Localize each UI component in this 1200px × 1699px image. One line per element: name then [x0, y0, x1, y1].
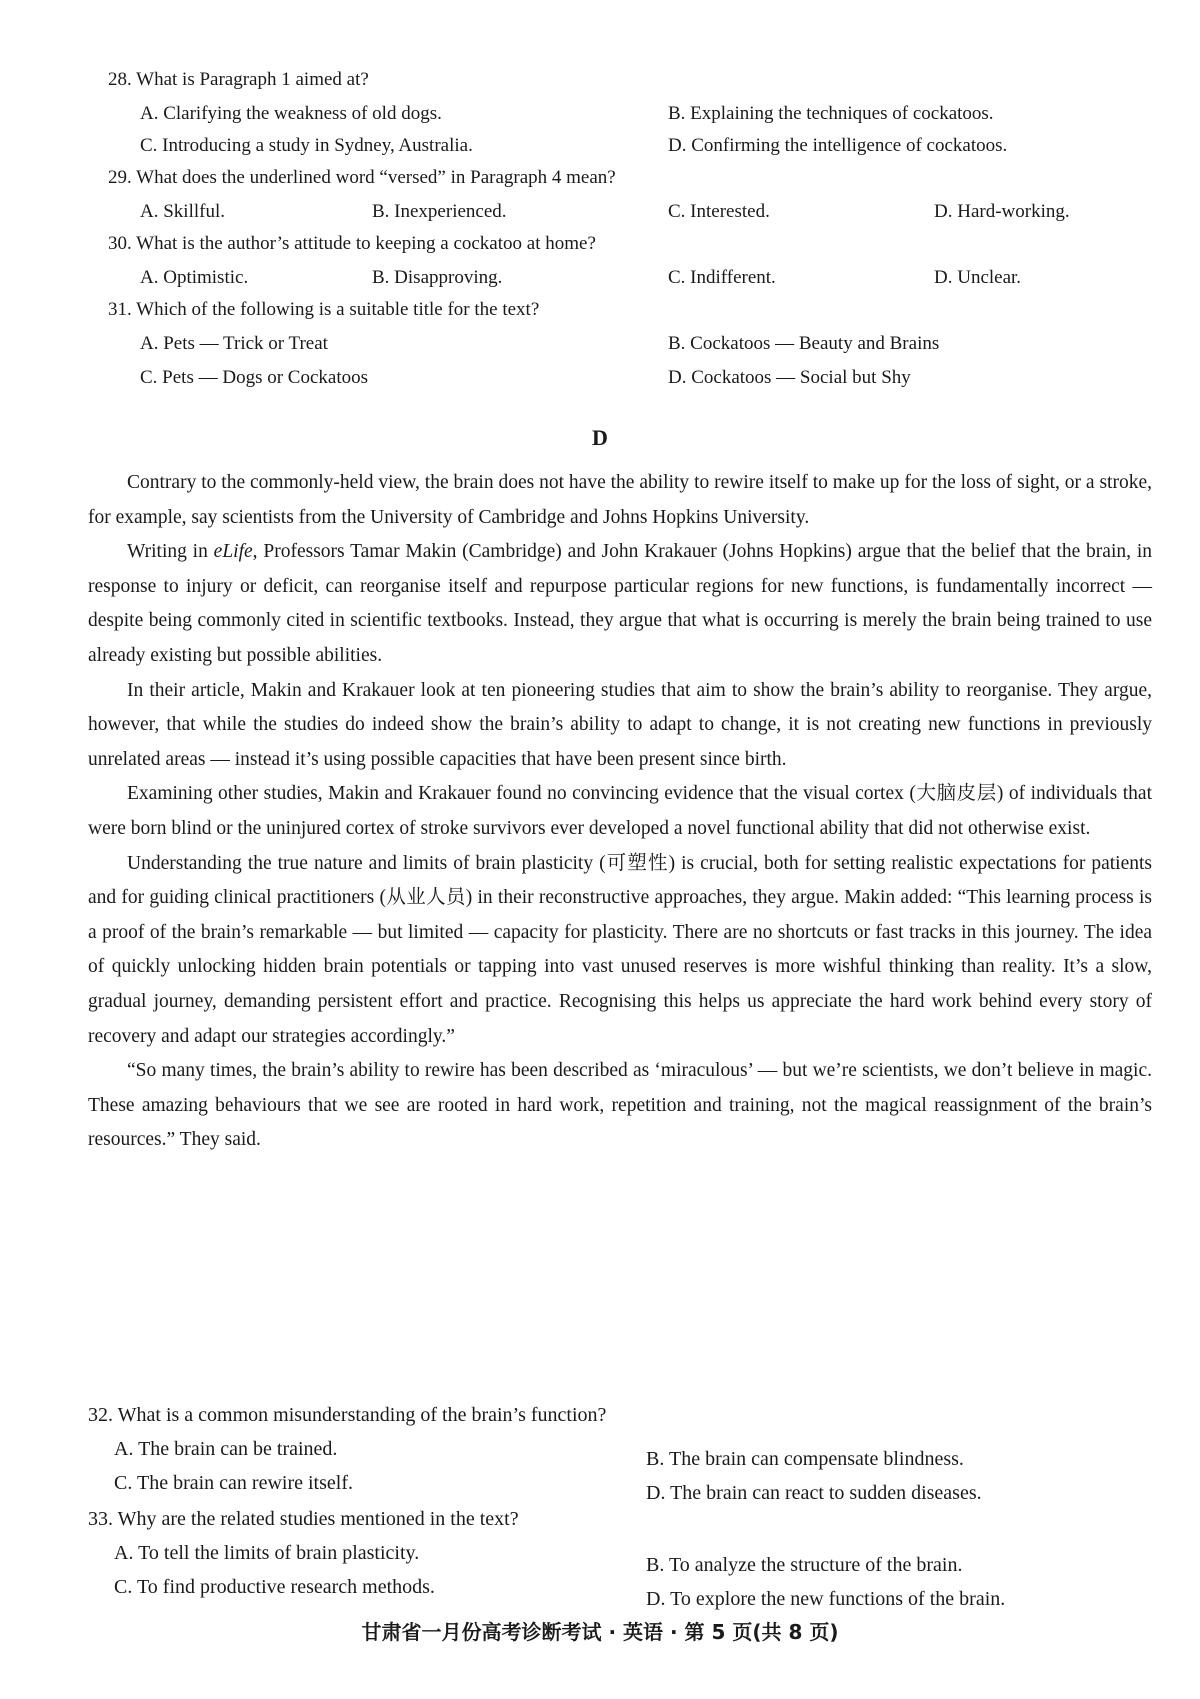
journal-name: eLife: [213, 541, 253, 563]
question-33-option-a: A. To tell the limits of brain plasticity.: [114, 1542, 420, 1564]
question-33-stem: 33. Why are the related studies mentioned in the text?: [88, 1508, 519, 1530]
question-30-option-a: A. Optimistic.: [140, 267, 249, 288]
section-title: D: [592, 425, 608, 450]
question-31-stem: 31. Which of the following is a suitable title for the text?: [108, 299, 540, 320]
question-29-option-d: D. Hard-working.: [934, 201, 1070, 222]
passage-paragraph-2-lead: Writing in: [127, 541, 214, 563]
passage-paragraph-1: Contrary to the commonly-held view, the brain does not have the ability to rewire itself to make up for the loss of sight, or a stroke, for example, say scientists from the University of Cambridge and Johns Hopkins University.: [88, 472, 1152, 528]
question-29-stem: 29. What does the underlined word “versed” in Paragraph 4 mean?: [108, 167, 616, 188]
question-32-option-c: C. The brain can rewire itself.: [114, 1472, 353, 1494]
question-30-option-d: D. Unclear.: [934, 267, 1022, 288]
question-31-option-a: A. Pets — Trick or Treat: [140, 333, 328, 354]
question-29-option-c: C. Interested.: [668, 201, 770, 222]
question-29-option-a: A. Skillful.: [140, 201, 225, 222]
passage-paragraph-3: In their article, Makin and Krakauer look at ten pioneering studies that aim to show the brain’s ability to reorganise. They argue, however, that while the studies do indeed show the brain’s ability to adapt to change, it is not creating new functions in previously unrelated areas — instead it’s using possible capacities that have been present since birth.: [88, 679, 1152, 770]
question-33-option-b: B. To analyze the structure of the brain.: [646, 1554, 963, 1576]
passage-paragraph-4: Examining other studies, Makin and Krakauer found no convincing evidence that the visual cortex (大脑皮层) of individuals that were born blind or the uninjured cortex of stroke survivors ever developed a novel functional ability that did not otherwise exist.: [88, 783, 1152, 839]
question-31-option-c: C. Pets — Dogs or Cockatoos: [140, 367, 368, 388]
question-28-option-c: C. Introducing a study in Sydney, Australia.: [140, 135, 473, 156]
passage-paragraph-2-body: , Professors Tamar Makin (Cambridge) and John Krakauer (Johns Hopkins) argue that the belief that the brain, in response to injury or deficit, can reorganise itself and repurpose particular regions for new functions, is fundamentally incorrect — despite being commonly cited in scientific textbooks. Instead, they argue that what is occurring is merely the brain being trained to use already existing but possible abilities.: [88, 541, 1152, 666]
question-31-option-b: B. Cockatoos — Beauty and Brains: [668, 333, 940, 354]
question-32-option-a: A. The brain can be trained.: [114, 1438, 338, 1460]
question-32-stem: 32. What is a common misunderstanding of the brain’s function?: [88, 1404, 607, 1426]
question-28-option-b: B. Explaining the techniques of cockatoos.: [668, 103, 994, 124]
question-31-option-d: D. Cockatoos — Social but Shy: [668, 367, 911, 388]
question-30-option-c: C. Indifferent.: [668, 267, 776, 288]
question-33-option-c: C. To find productive research methods.: [114, 1576, 435, 1598]
page-footer: 甘肃省一月份高考诊断考试 · 英语 · 第 5 页(共 8 页): [361, 1620, 839, 1644]
question-28-option-d: D. Confirming the intelligence of cockatoos.: [668, 135, 1008, 156]
question-29-option-b: B. Inexperienced.: [372, 201, 507, 222]
question-30-option-b: B. Disapproving.: [372, 267, 503, 288]
question-32-option-b: B. The brain can compensate blindness.: [646, 1448, 964, 1470]
question-33-option-d: D. To explore the new functions of the brain.: [646, 1588, 1006, 1610]
reading-passage: [88, 466, 1152, 1158]
question-28-option-a: A. Clarifying the weakness of old dogs.: [140, 103, 442, 124]
passage-paragraph-2: [88, 535, 1152, 673]
question-32-option-d: D. The brain can react to sudden diseases.: [646, 1482, 982, 1504]
passage-paragraph-6: “So many times, the brain’s ability to rewire has been described as ‘miraculous’ — but we’re scientists, we don’t believe in magic. These amazing behaviours that we see are rooted in hard work, repetition and training, not the magical reassignment of the brain’s resources.” They said.: [88, 1060, 1152, 1151]
question-30-stem: 30. What is the author’s attitude to keeping a cockatoo at home?: [108, 233, 596, 254]
question-28-stem: 28. What is Paragraph 1 aimed at?: [108, 69, 369, 90]
passage-paragraph-5: Understanding the true nature and limits of brain plasticity (可塑性) is crucial, both for setting realistic expectations for patients and for guiding clinical practitioners (从业人员) in their reconstructive approaches, they argue. Makin added: “This learning process is a proof of the brain’s remarkable — but limited — capacity for plasticity. There are no shortcuts or fast tracks in this journey. The idea of quickly unlocking hidden brain potentials or tapping into vast unused reserves is more wishful thinking than reality. It’s a slow, gradual journey, demanding persistent effort and practice. Recognising this helps us appreciate the hard work behind every story of recovery and adapt our strategies accordingly.”: [88, 852, 1152, 1047]
